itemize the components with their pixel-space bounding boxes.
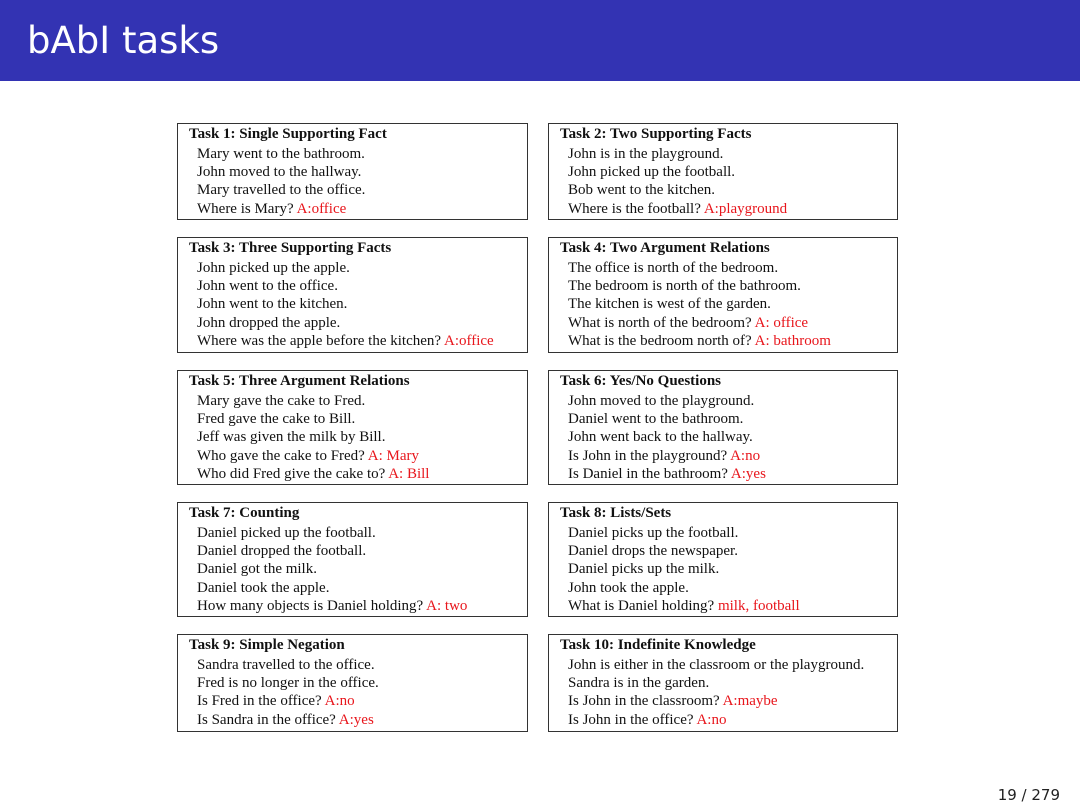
task-title: Task 6: Yes/No Questions xyxy=(560,373,722,389)
task-line-text: Daniel drops the newspaper. xyxy=(568,543,738,560)
task-line-text: Mary travelled to the office. xyxy=(197,182,366,199)
task-line-text: John went back to the hallway. xyxy=(568,429,753,446)
task-answer: A:office xyxy=(443,332,494,349)
task-line-text: Daniel picks up the milk. xyxy=(568,561,720,578)
task-answer: A:no xyxy=(324,693,355,710)
task-answer: milk, football xyxy=(717,597,800,614)
task-line xyxy=(189,579,527,597)
task-line-text: John moved to the hallway. xyxy=(197,164,362,181)
task-line-text: Sandra is in the garden. xyxy=(568,675,710,692)
task-answer: A:no xyxy=(696,711,727,728)
task-line xyxy=(189,200,527,218)
task-line xyxy=(560,465,897,483)
task-line xyxy=(189,692,527,710)
task-line xyxy=(189,524,527,542)
task-box-3 xyxy=(177,237,528,353)
task-line xyxy=(560,560,897,578)
task-line-text: Where is the football? xyxy=(568,200,701,217)
task-title: Task 1: Single Supporting Fact xyxy=(189,126,387,142)
task-line-text: John took the apple. xyxy=(568,579,689,596)
task-box-2 xyxy=(548,123,898,220)
task-line xyxy=(560,711,897,729)
task-line xyxy=(560,692,897,710)
task-line-text: Is Fred in the office? xyxy=(197,693,322,710)
task-line-text: Is John in the office? xyxy=(568,711,694,728)
task-line-text: Daniel went to the bathroom. xyxy=(568,411,744,428)
task-line xyxy=(560,392,897,410)
task-answer: A:office xyxy=(296,200,347,217)
task-line-text: What is the bedroom north of? xyxy=(568,332,752,349)
task-line xyxy=(189,711,527,729)
task-line xyxy=(560,674,897,692)
task-title: Task 9: Simple Negation xyxy=(189,637,345,653)
task-line xyxy=(189,447,527,465)
task-title: Task 7: Counting xyxy=(189,505,300,521)
task-line xyxy=(189,410,527,428)
task-line-text: Is John in the classroom? xyxy=(568,693,720,710)
task-line-text: Mary went to the bathroom. xyxy=(197,146,365,162)
task-box-5 xyxy=(177,370,528,485)
task-line xyxy=(560,410,897,428)
task-title: Task 3: Three Supporting Facts xyxy=(189,240,392,256)
title-bar xyxy=(0,0,1080,81)
task-title: Task 2: Two Supporting Facts xyxy=(560,126,752,142)
task-line xyxy=(189,314,527,332)
task-line-text: What is north of the bedroom? xyxy=(568,314,752,331)
task-line-text: The kitchen is west of the garden. xyxy=(568,296,771,313)
task-line-text: How many objects is Daniel holding? xyxy=(197,597,424,614)
task-line-text: John is in the playground. xyxy=(568,146,724,162)
task-line-text: Bob went to the kitchen. xyxy=(568,182,716,199)
task-line xyxy=(560,332,897,350)
task-line xyxy=(189,656,527,674)
task-line xyxy=(189,295,527,313)
task-line xyxy=(560,579,897,597)
task-line xyxy=(189,392,527,410)
task-line-text: Mary gave the cake to Fred. xyxy=(197,393,366,409)
task-line-text: Daniel got the milk. xyxy=(197,561,317,578)
task-line-text: John picked up the apple. xyxy=(197,260,350,276)
task-answer: A: bathroom xyxy=(754,332,831,349)
task-title: Task 5: Three Argument Relations xyxy=(189,373,410,389)
task-line xyxy=(189,332,527,350)
task-line xyxy=(189,277,527,295)
task-answer: A:no xyxy=(730,447,761,464)
slide-title: bAbI tasks xyxy=(27,19,220,62)
task-line xyxy=(560,163,897,181)
task-line-text: Who did Fred give the cake to? xyxy=(197,465,386,482)
page-number: 19 / 279 xyxy=(997,786,1060,804)
task-line xyxy=(560,656,897,674)
task-answer: A: two xyxy=(426,597,468,614)
task-line-text: The bedroom is north of the bathroom. xyxy=(568,278,801,295)
task-line-text: John went to the office. xyxy=(197,278,338,295)
task-line-text: Is Sandra in the office? xyxy=(197,711,336,728)
task-line-text: Fred is no longer in the office. xyxy=(197,675,379,692)
task-line xyxy=(560,259,897,277)
task-line-text: What is Daniel holding? xyxy=(568,597,715,614)
task-line xyxy=(189,181,527,199)
task-line-text: John went to the kitchen. xyxy=(197,296,348,313)
task-line xyxy=(560,542,897,560)
task-answer: A: Mary xyxy=(367,447,420,464)
task-line-text: Daniel dropped the football. xyxy=(197,543,367,560)
task-box-4 xyxy=(548,237,898,353)
task-line xyxy=(560,200,897,218)
task-line-text: Is John in the playground? xyxy=(568,447,728,464)
task-line-text: The office is north of the bedroom. xyxy=(568,260,779,276)
task-answer: A:playground xyxy=(703,200,788,217)
task-box-10 xyxy=(548,634,898,732)
task-line-text: Where is Mary? xyxy=(197,200,294,217)
task-line-text: Daniel took the apple. xyxy=(197,579,330,596)
task-box-7 xyxy=(177,502,528,617)
task-line-text: John dropped the apple. xyxy=(197,314,341,331)
task-title: Task 10: Indefinite Knowledge xyxy=(560,637,756,653)
task-box-6 xyxy=(548,370,898,485)
task-line-text: Is Daniel in the bathroom? xyxy=(568,465,728,482)
task-answer: A:yes xyxy=(338,711,374,728)
task-line xyxy=(189,597,527,615)
task-line xyxy=(560,277,897,295)
task-line-text: John is either in the classroom or the playground. xyxy=(568,657,865,673)
task-line xyxy=(189,560,527,578)
task-line xyxy=(189,428,527,446)
task-title: Task 4: Two Argument Relations xyxy=(560,240,770,256)
task-answer: A: office xyxy=(754,314,809,331)
task-box-1 xyxy=(177,123,528,220)
task-answer: A: Bill xyxy=(388,465,430,482)
task-line-text: Sandra travelled to the office. xyxy=(197,657,375,673)
task-line xyxy=(560,428,897,446)
task-line-text: John moved to the playground. xyxy=(568,393,755,409)
task-answer: A:maybe xyxy=(722,693,778,710)
task-line-text: Daniel picked up the football. xyxy=(197,525,376,541)
task-line xyxy=(560,597,897,615)
task-line xyxy=(189,465,527,483)
task-box-9 xyxy=(177,634,528,732)
task-line-text: Who gave the cake to Fred? xyxy=(197,447,365,464)
task-line-text: Jeff was given the milk by Bill. xyxy=(197,429,386,446)
task-line xyxy=(560,314,897,332)
task-line xyxy=(560,295,897,313)
task-line-text: John picked up the football. xyxy=(568,164,736,181)
task-line-text: Where was the apple before the kitchen? xyxy=(197,332,442,349)
task-line xyxy=(189,163,527,181)
task-box-8 xyxy=(548,502,898,617)
task-line xyxy=(560,524,897,542)
task-line xyxy=(189,259,527,277)
task-line xyxy=(560,145,897,163)
task-title: Task 8: Lists/Sets xyxy=(560,505,672,521)
task-line xyxy=(189,674,527,692)
task-line-text: Fred gave the cake to Bill. xyxy=(197,411,356,428)
task-line xyxy=(560,447,897,465)
task-line xyxy=(189,145,527,163)
task-line-text: Daniel picks up the football. xyxy=(568,525,739,541)
task-line xyxy=(560,181,897,199)
task-line xyxy=(189,542,527,560)
task-answer: A:yes xyxy=(730,465,766,482)
